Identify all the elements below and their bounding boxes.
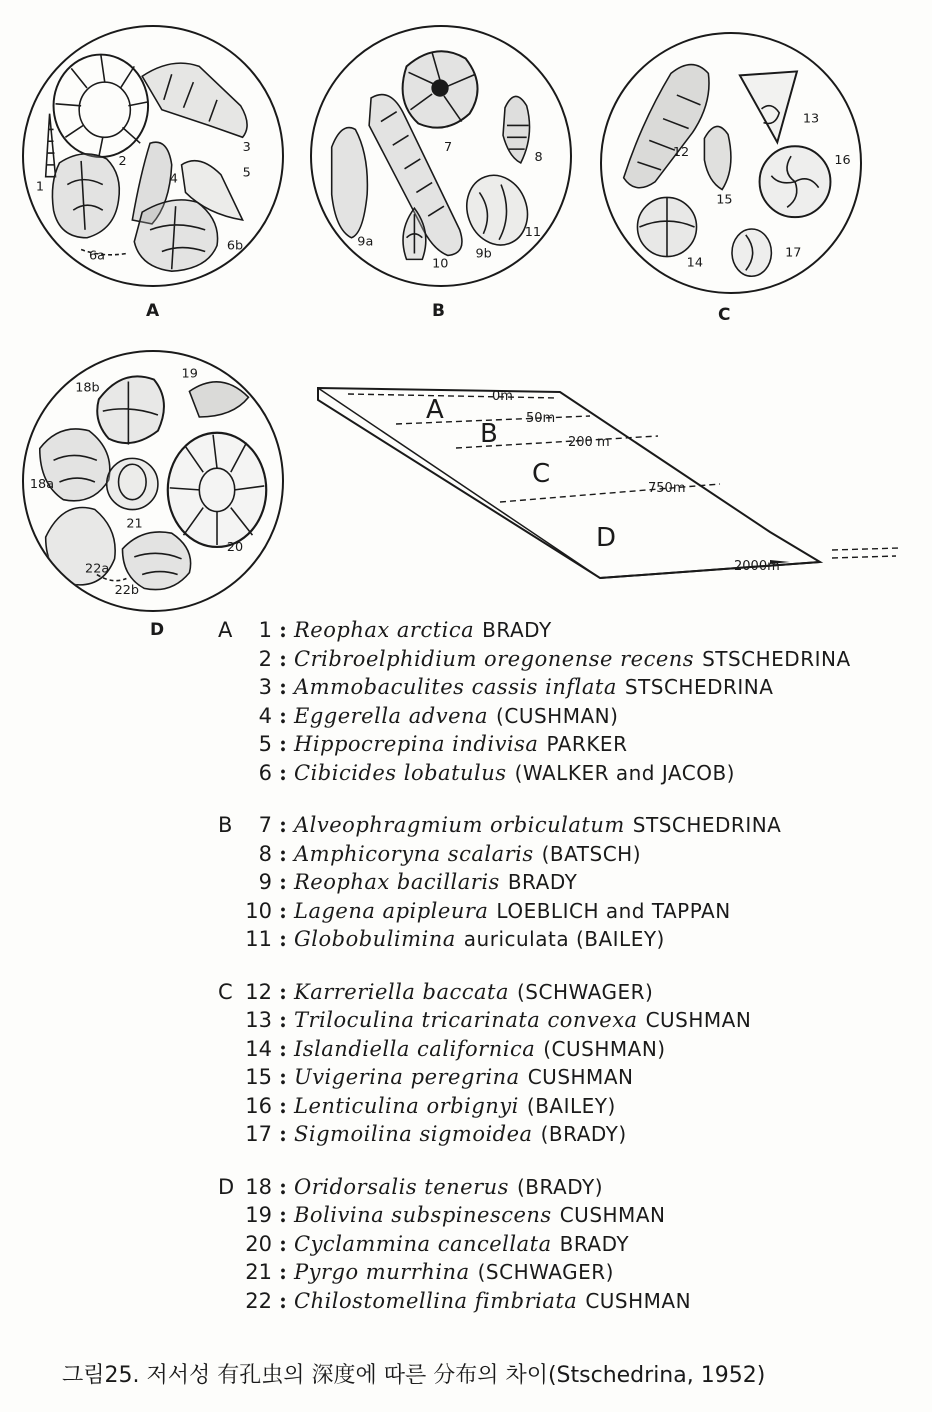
species-number: 2 <box>258 646 272 671</box>
species-name: Karreriella baccata <box>294 979 509 1004</box>
group-letter: B <box>218 813 233 837</box>
species-number: 11 <box>245 927 272 951</box>
species-name: Lagena apipleura <box>294 898 489 923</box>
species-number: 3 <box>258 675 272 699</box>
legend-row <box>218 646 918 675</box>
species-author: (BAILEY) <box>526 1093 616 1118</box>
specimen-number: 16 <box>834 152 851 168</box>
specimen-number: 1 <box>35 179 44 195</box>
species-number: 8 <box>258 841 272 866</box>
legend-row <box>218 1174 918 1203</box>
depth-line-0m <box>348 394 558 398</box>
foraminifera-drawing-b <box>312 27 570 285</box>
foraminifera-drawing-c <box>602 34 860 292</box>
species-name: Chilostomellina fimbriata <box>294 1288 578 1313</box>
species-author: (SCHWAGER) <box>517 979 654 1004</box>
colon: : <box>279 674 287 699</box>
specimen-number: 10 <box>432 256 449 272</box>
colon: : <box>279 1259 287 1284</box>
specimen-number: 20 <box>226 539 244 555</box>
colon: : <box>279 1092 287 1118</box>
depth-label-750m: 750m <box>648 481 686 496</box>
species-author: (CUSHMAN) <box>496 703 619 728</box>
species-name: Uvigerina peregrina <box>294 1065 520 1089</box>
species-name: Reophax bacillaris <box>294 870 500 894</box>
colon: : <box>279 1202 287 1227</box>
species-number: 6 <box>258 760 272 785</box>
species-name: Triloculina tricarinata convexa <box>294 1008 638 1032</box>
specimen-number: 8 <box>534 149 543 165</box>
legend-row <box>218 760 918 789</box>
legend-row <box>218 1121 918 1150</box>
legend-row <box>218 1231 918 1260</box>
legend-row <box>218 703 918 732</box>
panel-label-d: D <box>150 620 165 640</box>
colon: : <box>279 978 287 1004</box>
species-author: STSCHEDRINA <box>624 675 774 699</box>
species-name: Islandiella californica <box>294 1036 536 1061</box>
colon: : <box>279 926 287 951</box>
species-number: 5 <box>258 732 272 756</box>
species-name: Alveophragmium orbiculatum <box>294 813 625 837</box>
legend-row <box>218 1036 918 1065</box>
species-author: BRADY <box>482 618 552 642</box>
group-letter: C <box>218 979 233 1004</box>
species-legend <box>218 617 918 1340</box>
legend-row <box>218 1007 918 1036</box>
legend-row <box>218 1259 918 1288</box>
species-author: (BATSCH) <box>541 841 641 866</box>
group-letter: D <box>218 1174 235 1199</box>
group-letter: A <box>218 618 233 642</box>
specimen-number: 18b <box>75 380 100 396</box>
species-author: (WALKER and JACOB) <box>514 760 735 785</box>
specimen-number: 19 <box>181 366 198 382</box>
specimen-number: 4 <box>169 171 178 187</box>
specimen-number: 22a <box>85 561 110 577</box>
species-author: LOEBLICH and TAPPAN <box>496 898 731 923</box>
species-number: 1 <box>258 618 272 642</box>
legend-row <box>218 926 918 955</box>
colon: : <box>279 812 287 837</box>
legend-row <box>218 1202 918 1231</box>
legend-row <box>218 979 918 1008</box>
species-author: PARKER <box>546 732 628 756</box>
species-name: Hippocrepina indivisa <box>294 732 539 756</box>
species-author: (BRADY) <box>540 1122 627 1146</box>
colon: : <box>279 1230 287 1256</box>
specimen-number: 14 <box>686 255 703 271</box>
colon: : <box>279 1121 287 1146</box>
colon: : <box>279 731 287 756</box>
species-author: BRADY <box>507 870 578 894</box>
species-number: 13 <box>245 1008 272 1032</box>
foraminifera-drawing-a <box>24 27 282 285</box>
colon: : <box>279 1287 287 1313</box>
species-name: Oridorsalis tenerus <box>294 1174 509 1199</box>
legend-row <box>218 1064 918 1093</box>
zone-label-b: B <box>480 419 498 449</box>
legend-row <box>218 841 918 870</box>
species-author: CUSHMAN <box>559 1203 666 1227</box>
colon: : <box>279 1007 287 1032</box>
depth-label-50m: 50m <box>526 411 556 426</box>
species-name: Pyrgo murrhina <box>294 1260 470 1284</box>
specimen-number: 6b <box>226 238 244 254</box>
colon: : <box>279 759 287 785</box>
species-number: 16 <box>245 1093 272 1118</box>
species-name: Reophax arctica <box>294 618 475 642</box>
colon: : <box>279 645 287 671</box>
species-number: 18 <box>245 1174 272 1199</box>
legend-row <box>218 812 918 841</box>
specimen-number: 2 <box>118 153 127 169</box>
specimen-number: 9a <box>357 234 374 250</box>
species-name: Cribroelphidium oregonense recens <box>294 646 695 671</box>
seafloor-surface <box>318 388 600 578</box>
colon: : <box>279 702 287 728</box>
colon: : <box>279 1035 287 1061</box>
zone-label-c: C <box>532 459 551 489</box>
specimen-number: 12 <box>672 145 690 161</box>
species-number: 15 <box>245 1065 272 1089</box>
legend-row <box>218 674 918 703</box>
zone-label-a: A <box>426 395 444 425</box>
species-number: 9 <box>258 870 272 894</box>
legend-row <box>218 731 918 760</box>
specimen-number: 21 <box>126 516 143 532</box>
specimen-number: 9b <box>475 246 492 262</box>
species-name: Lenticulina orbignyi <box>294 1093 519 1118</box>
species-author: auriculata (BAILEY) <box>463 927 665 951</box>
species-name: Bolivina subspinescens <box>294 1203 552 1227</box>
panel-label-a: A <box>146 301 160 321</box>
specimen-number: 3 <box>242 140 251 156</box>
species-number: 17 <box>245 1122 272 1146</box>
species-name: Cibicides lobatulus <box>294 760 507 785</box>
colon: : <box>279 1064 287 1089</box>
species-name: Cyclammina cancellata <box>294 1231 552 1256</box>
depth-label-2000m: 2000m <box>734 559 780 574</box>
colon: : <box>279 840 287 866</box>
specimen-number: 5 <box>242 165 251 181</box>
species-number: 14 <box>245 1036 272 1061</box>
specimen-circle-b <box>310 25 572 287</box>
species-author: (BRADY) <box>516 1174 604 1199</box>
specimen-number: 13 <box>802 111 820 127</box>
species-author: BRADY <box>559 1231 630 1256</box>
legend-group-c <box>218 979 918 1150</box>
depth-profile-diagram <box>300 370 920 595</box>
colon: : <box>279 869 287 894</box>
species-number: 22 <box>245 1288 272 1313</box>
species-author: CUSHMAN <box>645 1008 752 1032</box>
legend-group-a <box>218 617 918 788</box>
colon: : <box>279 1173 287 1199</box>
specimen-circle-c <box>600 32 862 294</box>
offshore-dash <box>832 548 900 558</box>
specimen-number: 6a <box>88 248 105 264</box>
depth-label-200m: 200 m <box>568 435 610 450</box>
species-name: Amphicoryna scalaris <box>294 841 534 866</box>
species-number: 4 <box>258 703 272 728</box>
legend-group-d <box>218 1174 918 1317</box>
figure-caption: 그림25. 저서성 有孔虫의 深度에 따른 分布의 차이(Stschedrina, 1952) <box>62 1363 766 1388</box>
specimen-number: 11 <box>524 224 541 240</box>
species-number: 7 <box>258 813 272 837</box>
legend-row <box>218 869 918 898</box>
specimen-circle-a <box>22 25 284 287</box>
colon: : <box>279 897 287 923</box>
specimen-number: 15 <box>716 192 733 208</box>
species-author: (SCHWAGER) <box>477 1260 614 1284</box>
legend-row <box>218 1288 918 1317</box>
legend-group-b <box>218 812 918 955</box>
panel-label-b: B <box>432 301 445 321</box>
species-number: 21 <box>245 1260 272 1284</box>
species-author: CUSHMAN <box>585 1288 692 1313</box>
depth-label-0m: 0m <box>492 389 513 404</box>
species-number: 20 <box>245 1231 272 1256</box>
species-author: (CUSHMAN) <box>543 1036 666 1061</box>
specimen-number: 7 <box>443 140 453 156</box>
specimen-number: 22b <box>114 583 140 599</box>
specimen-circle-d <box>22 350 284 612</box>
species-name: Eggerella advena <box>294 703 489 728</box>
species-author: STSCHEDRINA <box>702 646 851 671</box>
legend-row <box>218 617 918 646</box>
species-name: Sigmoilina sigmoidea <box>294 1122 533 1146</box>
legend-row <box>218 898 918 927</box>
species-number: 12 <box>245 979 272 1004</box>
colon: : <box>279 617 287 642</box>
species-author: STSCHEDRINA <box>632 813 782 837</box>
species-number: 19 <box>245 1203 272 1227</box>
specimen-number: 17 <box>785 245 802 261</box>
panel-label-c: C <box>718 305 731 325</box>
species-number: 10 <box>245 898 272 923</box>
species-author: CUSHMAN <box>527 1065 634 1089</box>
foraminifera-drawing-d <box>24 352 282 610</box>
specimen-number: 18a <box>29 476 55 492</box>
zone-label-d: D <box>596 523 617 553</box>
seafloor-edge <box>600 562 820 578</box>
species-name: Ammobaculites cassis inflata <box>294 675 617 699</box>
species-name: Globobulimina <box>294 927 456 951</box>
legend-row <box>218 1093 918 1122</box>
